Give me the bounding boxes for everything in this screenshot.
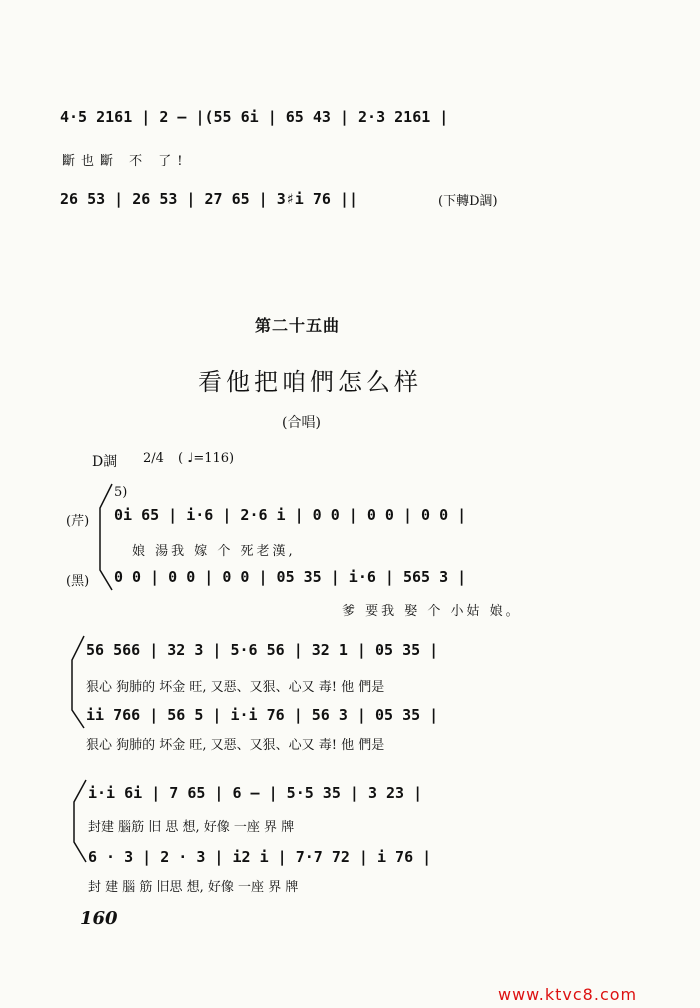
system2-voice1-notes: 56 566 | 32 3 | 5·6 56 | 32 1 | 05 35 |	[86, 641, 439, 659]
system2-brace	[72, 636, 84, 728]
top-row2-notes: 26 53 | 26 53 | 27 65 | 3♯i 76 ||	[60, 190, 359, 208]
key-signature: D調	[92, 454, 118, 470]
system2-voice2-notes: ii 766 | 56 5 | i·i 76 | 56 3 | 05 35 |	[86, 706, 439, 724]
rehearsal-mark: 5)	[114, 485, 128, 500]
song-subtitle: (合唱)	[282, 415, 321, 431]
top-row1-notes: 4·5 2161 | 2 — |(55 6i | 65 43 | 2·3 2161 |	[60, 108, 449, 126]
top-row1-lyrics: 斷也斷 不 了!	[62, 154, 189, 169]
system1-voice2-lyrics: 爹 要我 娶 个 小姑 娘。	[342, 604, 522, 619]
voice1-label: (芹)	[66, 514, 90, 529]
system3-voice2-notes: 6 · 3 | 2 · 3 | i2 i | 7·7 72 | i 76 |	[88, 848, 432, 866]
time-signature: 2/4	[143, 451, 164, 466]
system1-voice1-lyrics: 娘 湯我 嫁 个 死老漢,	[132, 544, 296, 559]
system3-voice2-lyrics: 封 建 腦 筋 旧思 想, 好像 一座 界 牌	[88, 880, 299, 895]
system1-voice1-notes: 0i 65 | i·6 | 2·6 i | 0 0 | 0 0 | 0 0 |	[114, 506, 467, 524]
system3-voice1-notes: i·i 6i | 7 65 | 6 — | 5·5 35 | 3 23 |	[88, 784, 423, 802]
section-number: 第二十五曲	[255, 316, 341, 335]
system2-voice2-lyrics: 狠心 狗肺的 坏金 旺, 又惡、又狠、心又 毒! 他 們是	[86, 738, 385, 753]
system1-voice2-notes: 0 0 | 0 0 | 0 0 | 05 35 | i·6 | 565 3 |	[114, 568, 467, 586]
site-watermark: www.ktvc8.com	[498, 985, 638, 1004]
system3-voice1-lyrics: 封建 腦筋 旧 思 想, 好像 一座 界 牌	[88, 820, 295, 835]
song-title: 看他把咱們怎么样	[198, 368, 422, 396]
system3-brace	[74, 780, 86, 862]
page-number: 160	[80, 908, 118, 929]
tempo-mark: ( ♩=116)	[178, 451, 235, 466]
system1-brace	[100, 484, 112, 590]
voice2-label: (黑)	[66, 574, 90, 589]
top-row2-note: (下轉D調)	[438, 194, 498, 209]
system2-voice1-lyrics: 狠心 狗肺的 坏金 旺, 又惡、又狠、心又 毒! 他 們是	[86, 680, 385, 695]
